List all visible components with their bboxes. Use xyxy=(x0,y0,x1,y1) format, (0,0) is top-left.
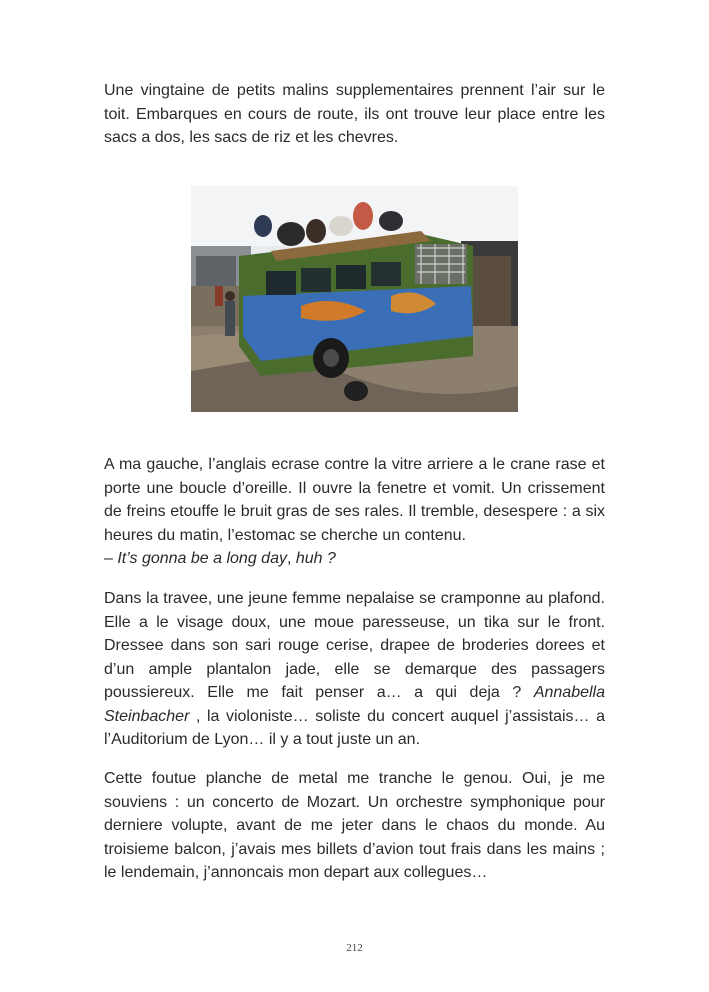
dialogue-quote: It’s gonna be a long day xyxy=(117,550,287,567)
paragraph-nepalese-woman xyxy=(104,587,605,752)
paragraph-text: A ma gauche, l’anglais ecrase contre la vitre arriere a le crane rase et porte une boucle d’oreille. Il ouvre la fenetre et vomit. Un crissement de freins etouffe le bruit gras de ses rales. Il tremble, desespere : a six heures du matin, l’estomac se cherche un contenu. xyxy=(104,456,605,544)
paragraph-roof-passengers: Une vingtaine de petits malins supplementaires prennent l’air sur le toit. Embarques en cours de route, ils ont trouve leur place entre les sacs a dos, les sacs de riz et les chevres. xyxy=(104,82,605,146)
paragraph-metal-plank: Cette foutue planche de metal me tranche le genou. Oui, je me souviens : un concerto de Mozart. Un orchestre symphonique pour derniere volupte, avant de me jeter dans le chaos du monde. Au troisieme balcon, j’avais mes billets d’avion tout frais dans les mains ; le lendemain, j’annoncais mon depart aux collegues… xyxy=(104,770,605,881)
paragraph-text-end: , la violoniste… soliste du concert auquel j’assistais… a l’Auditorium de Lyon… il y a tout juste un an. xyxy=(104,707,605,748)
bus-photo xyxy=(191,186,518,412)
paragraph-text-start: Dans la travee, une jeune femme nepalaise se cramponne au plafond. Elle a le visage doux, une moue paresseuse, un tika sur le front. Dressee dans son sari rouge cerise, drapee de broderies dorees et d’un ample plantalon jade, elle se demarque des passagers poussiereux. Elle me fait penser a… a qui deja ? xyxy=(104,590,605,701)
page-number: 212 xyxy=(346,942,363,954)
dialogue-tail: huh ? xyxy=(295,550,336,567)
paragraph-english-passenger xyxy=(104,453,605,571)
dialogue-comma: , xyxy=(286,550,296,567)
violinist-name: Annabella Steinbacher xyxy=(104,684,605,725)
dialogue-dash: – xyxy=(104,550,118,567)
